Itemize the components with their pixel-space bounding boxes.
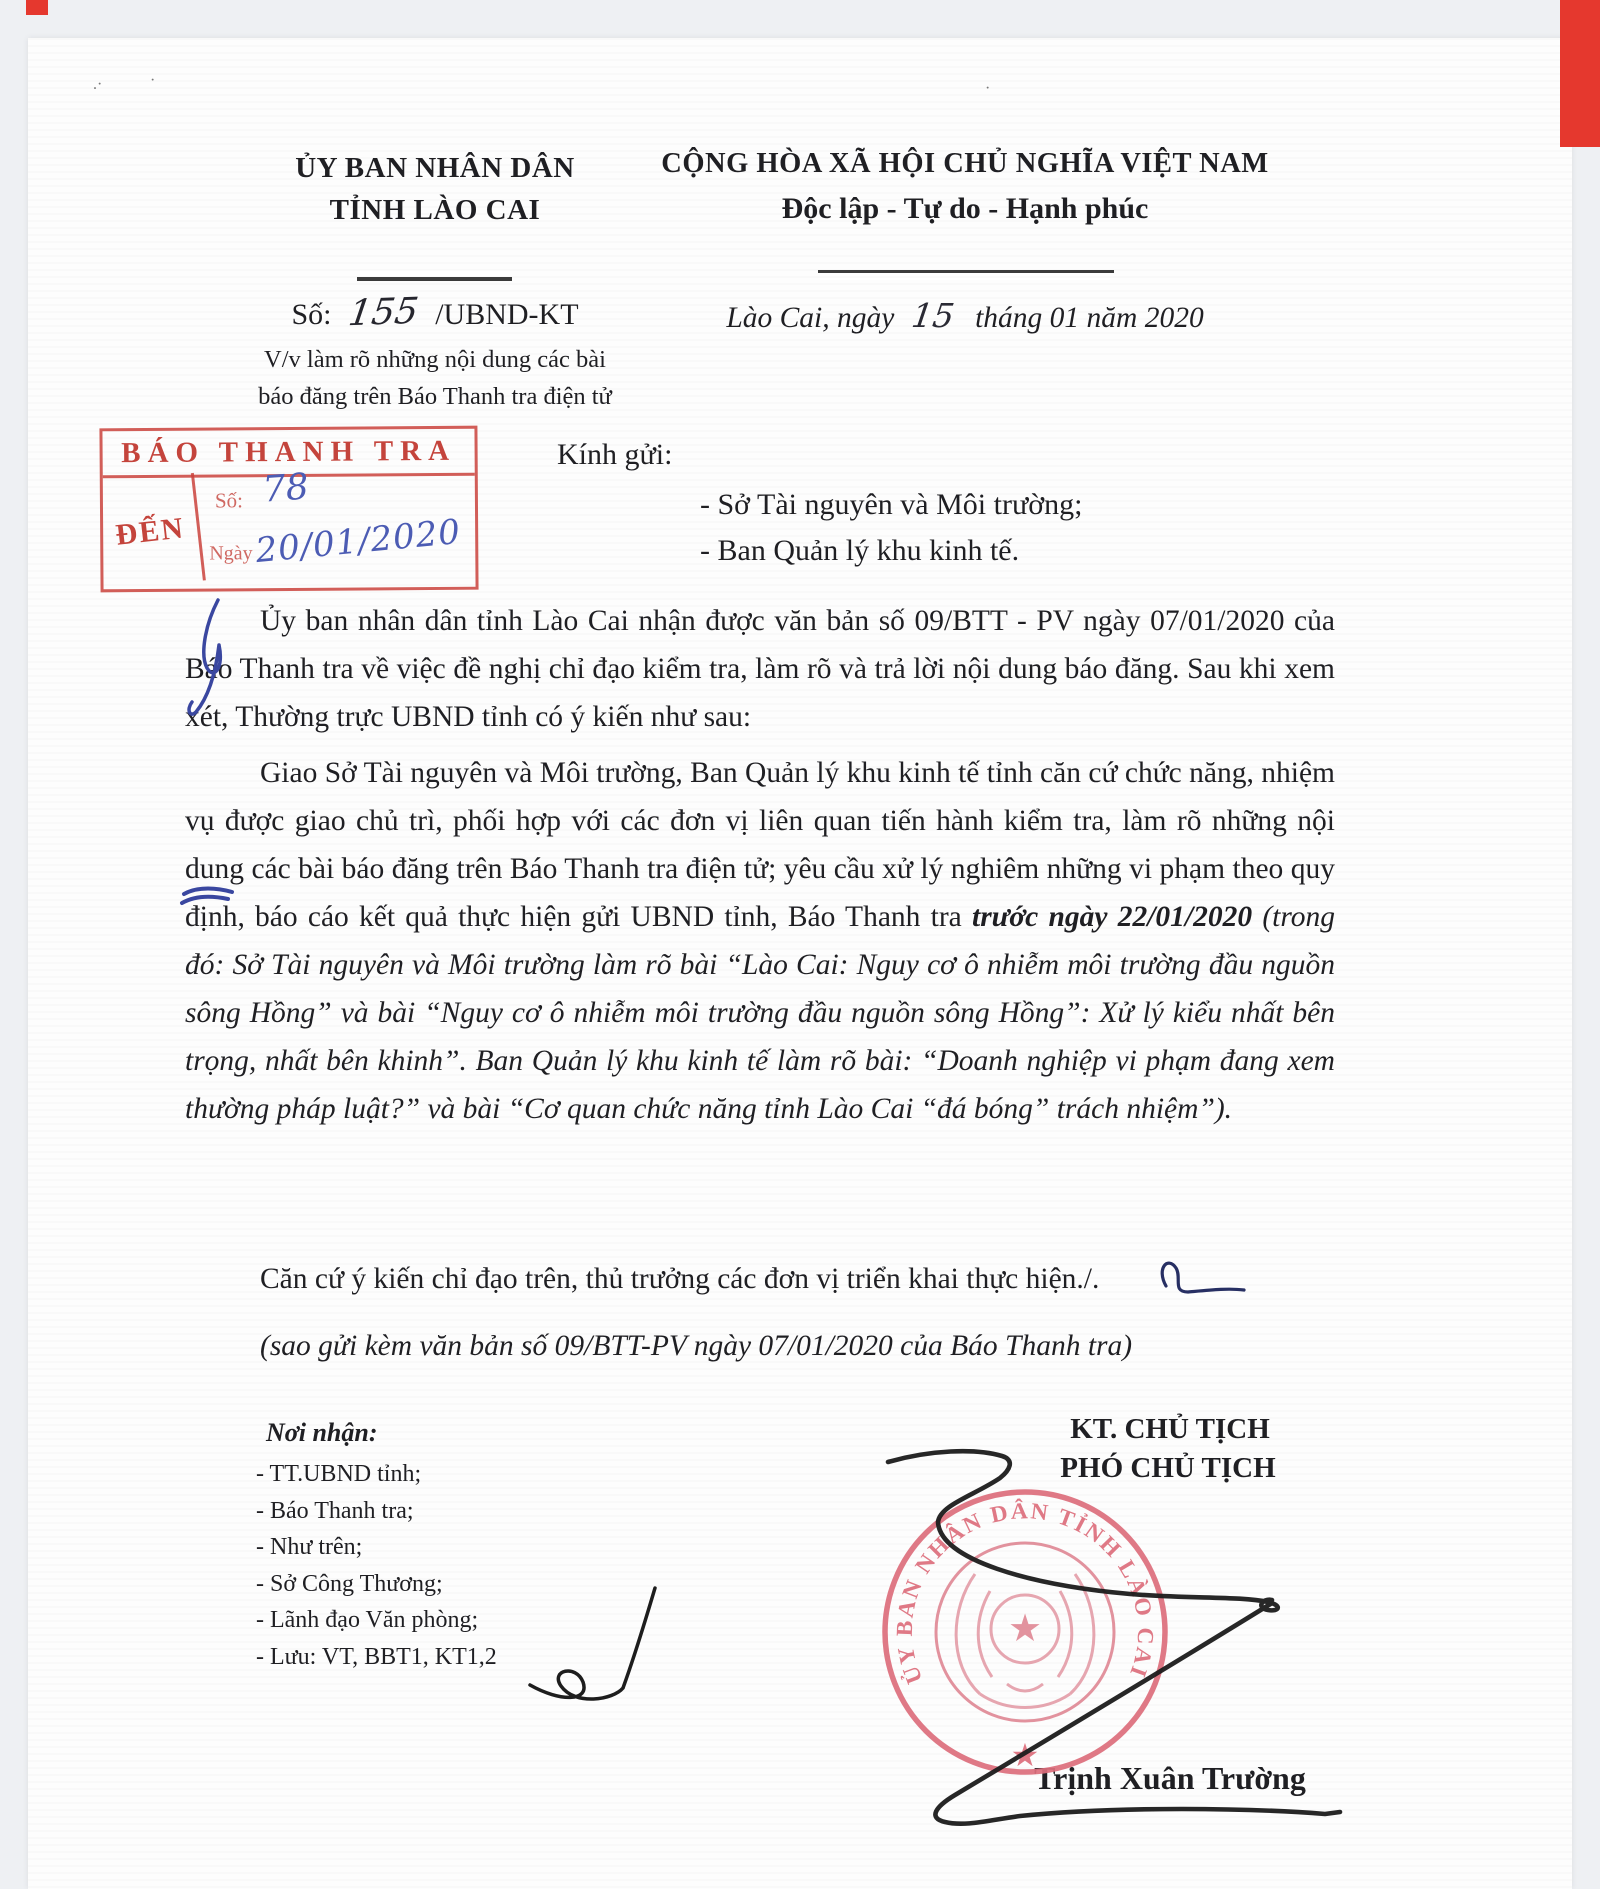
recipients-item-6: - Lưu: VT, BBT1, KT1,2 [256, 1643, 497, 1670]
body-paragraph-2 [185, 749, 1335, 1133]
issuer-underline [357, 277, 512, 281]
recipients-item-3: - Như trên; [256, 1534, 363, 1560]
place-date-prefix: Lào Cai, ngày [726, 302, 895, 334]
date-day-handwritten: 15 [908, 296, 957, 335]
salutation-recipient-1: - Sở Tài nguyên và Môi trường; [700, 488, 1083, 521]
recipients-item-1: - TT.UBND tỉnh; [256, 1461, 422, 1487]
issuer-province: TỈNH LÀO CAI [329, 194, 541, 226]
recipients-item-5: - Lãnh đạo Văn phòng; [256, 1607, 479, 1633]
body-paragraph-2-normal: Giao Sở Tài nguyên và Môi trường, Ban Quản lý khu kinh tế tỉnh căn cứ chức năng, nhiệm vụ được giao chủ trì, phối hợp với các đơn vị liên quan tiến hành kiểm tra, làm rõ những nội dung các bài báo đăng trên Báo Thanh tra điện tử; yêu cầu xử lý nghiêm những vi phạm theo quy định, báo cáo kết quả thực hiện gửi UBND tỉnh, Báo Thanh tra [185, 757, 1335, 933]
scan-speck: · [150, 72, 156, 89]
salutation-recipient-2: - Ban Quản lý khu kinh tế. [700, 534, 1020, 567]
body-paragraph-3: Căn cứ ý kiến chỉ đạo trên, thủ trưởng các đơn vị triển khai thực hiện./. [260, 1263, 1100, 1295]
issuer-name: ỦY BAN NHÂN DÂN [295, 152, 575, 184]
pen-mark-margin-check [180, 590, 260, 730]
recipients-item-2: - Báo Thanh tra; [256, 1497, 414, 1524]
signer-kt-line: KT. CHỦ TỊCH [1070, 1413, 1270, 1445]
signer-position: PHÓ CHỦ TỊCH [1060, 1452, 1276, 1484]
place-date-suffix: tháng 01 năm 2020 [975, 302, 1204, 334]
arrival-stamp [99, 426, 478, 593]
body-paragraph-4: (sao gửi kèm văn bản số 09/BTT-PV ngày 07/01/2020 của Báo Thanh tra) [260, 1330, 1133, 1362]
salutation-label: Kính gửi: [557, 438, 673, 471]
number-prefix: Số: [291, 298, 332, 331]
arrival-stamp-so-label: Số: [214, 488, 244, 513]
scan-speck: · [985, 80, 991, 97]
motto-underline [818, 270, 1114, 273]
recipients-block-list [256, 1456, 497, 1675]
document-number-line [230, 292, 640, 333]
signer-name: Trịnh Xuân Trường [1034, 1760, 1306, 1796]
subject-line-1: V/v làm rõ những nội dung các bài [264, 346, 606, 373]
number-handwritten: 155 [345, 290, 421, 335]
seal-star-icon: ★ [1010, 1737, 1040, 1773]
pen-mark-clerk-initials [515, 1580, 675, 1730]
scan-artifact-top-right [1560, 0, 1600, 147]
seal-arc-text: ỦY BAN NHÂN DÂN TỈNH LÀO CAI [891, 1498, 1159, 1688]
signature-stroke [870, 1440, 1350, 1840]
recipients-item-4: - Sở Công Thương; [256, 1570, 443, 1597]
place-date-line [700, 296, 1230, 335]
national-motto: Độc lập - Tự do - Hạnh phúc [781, 192, 1149, 225]
pen-mark-initials [1148, 1248, 1258, 1308]
issuer-block [230, 147, 640, 231]
seal-emblem-star-icon: ★ [1007, 1608, 1043, 1650]
body-paragraph-2-deadline: trước ngày 22/01/2020 [972, 901, 1263, 933]
subject-block [170, 341, 700, 415]
number-suffix: /UBND-KT [435, 298, 579, 331]
arrival-stamp-ngay-label: Ngày [209, 542, 253, 565]
arrival-stamp-so-value: 78 [261, 466, 311, 511]
body-paragraph-2-articles: (trong đó: Sở Tài nguyên và Môi trường làm rõ bài “Lào Cai: Nguy cơ ô nhiễm môi trường đầu nguồn sông Hồng” và bài “Nguy cơ ô nhiễm môi trường đầu nguồn sông Hồng”: Xử lý kiểu nhất bên trọng, nhất bên khinh”. Ban Quản lý khu kinh tế làm rõ bài: “Doanh nghiệp vi phạm đang xem thường pháp luật?” và bài “Cơ quan chức năng tỉnh Lào Cai “đá bóng” trách nhiệm”). [185, 901, 1335, 1125]
scan-speck: .· [93, 76, 103, 93]
body-paragraph-1: Ủy ban nhân dân tỉnh Lào Cai nhận được văn bản số 09/BTT - PV ngày 07/01/2020 của Báo Thanh tra về việc đề nghị chỉ đạo kiểm tra, làm rõ và trả lời nội dung báo đăng. Sau khi xem xét, Thường trực UBND tỉnh có ý kiến như sau: [185, 605, 1335, 733]
arrival-stamp-ngay-value: 20/01/2020 [253, 511, 463, 572]
recipients-block-label: Nơi nhận: [266, 1418, 378, 1447]
scan-artifact-top-left [26, 0, 48, 15]
arrival-stamp-den: ĐẾN [97, 473, 205, 591]
pen-mark-margin-dash [180, 882, 250, 912]
subject-line-2: báo đăng trên Báo Thanh tra điện tử [258, 383, 612, 410]
national-title: CỘNG HÒA XÃ HỘI CHỦ NGHĨA VIỆT NAM [661, 148, 1269, 179]
arrival-stamp-title: BÁO THANH TRA [102, 429, 474, 479]
